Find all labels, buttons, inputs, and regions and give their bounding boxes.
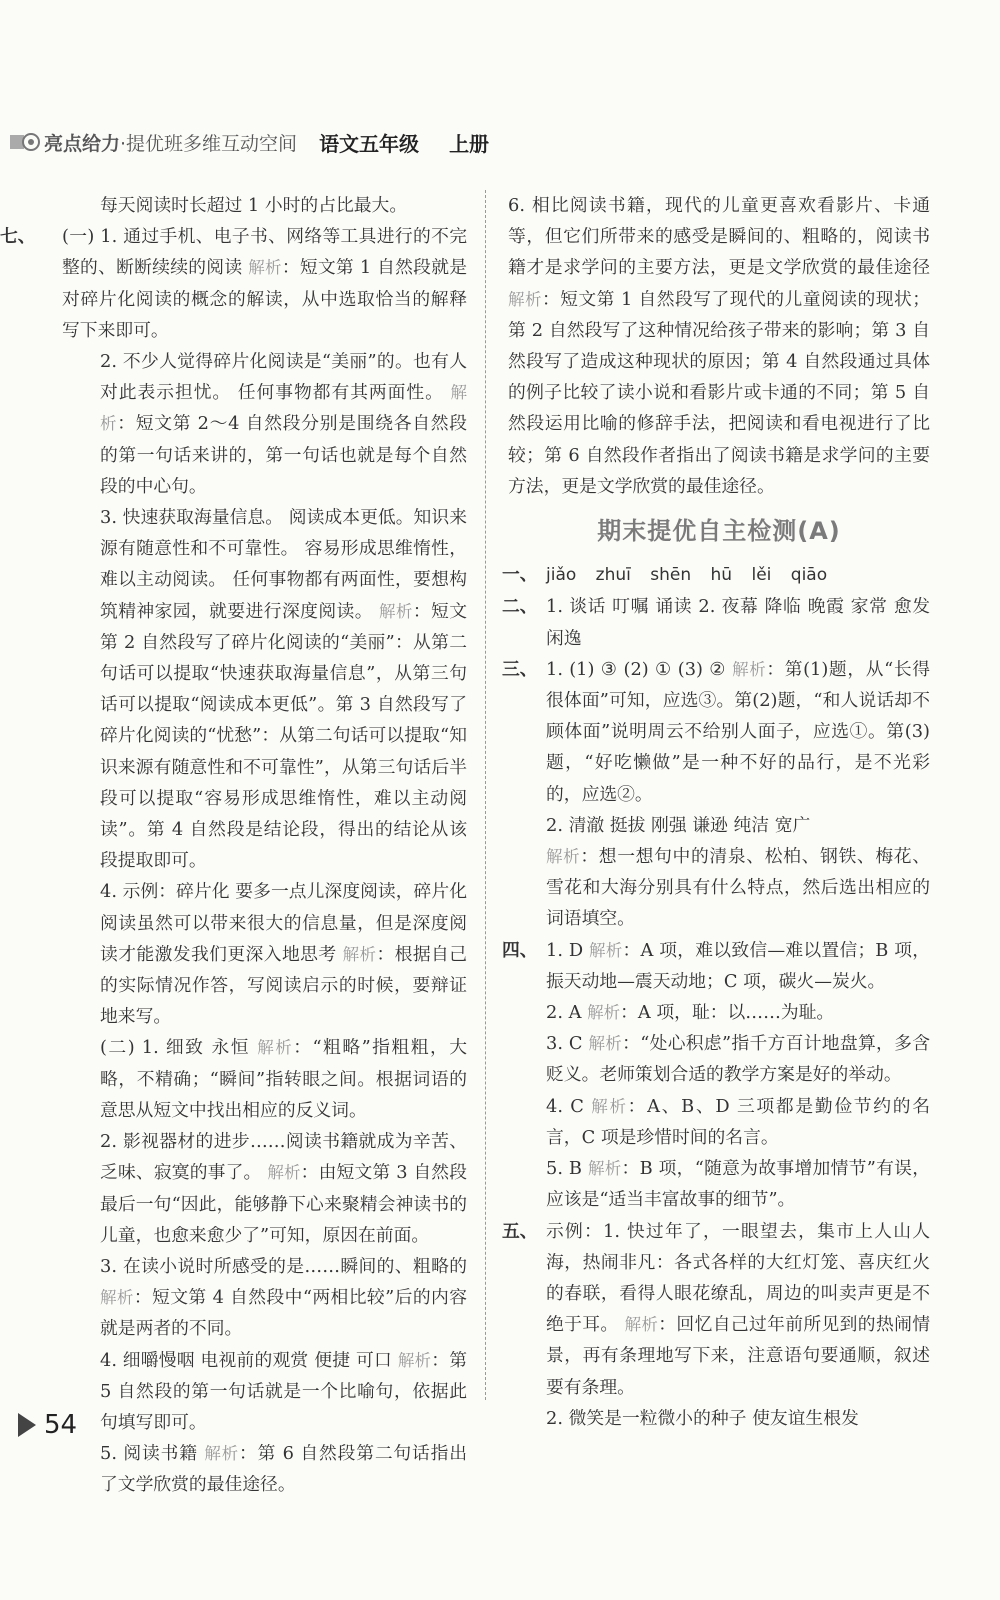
answer-text: 3. 快速获取海量信息。 阅读成本更低。知识来源有随意性和不可靠性。 容易形成思维惰性，难以主动阅读。 任何事物都有两面性，要想构筑精神家园，就要进行深度阅读。 [100,507,467,622]
analysis-label: 解析 [591,1096,628,1116]
analysis-text: ：B 项，“随意为故事增加情节”有误，应该是“适当丰富故事的细节”。 [546,1158,931,1211]
analysis-label: 解析 [100,1288,134,1308]
answer-text: 5. B [546,1158,582,1180]
answer-item [62,502,467,876]
answer-text: 3. 在读小说时所感受的是……瞬间的、粗略的 [100,1255,467,1277]
analysis-label: 解析 [624,1315,659,1335]
analysis-label: 解析 [546,847,581,867]
analysis-text: ：“粗略”指粗粗，大略，不精确；“瞬间”指转眼之间。根据词语的意思从短文中找出相应的反义词。 [100,1037,468,1121]
answer-item [62,1345,467,1439]
answer-item [502,935,931,997]
analysis-label: 解析 [342,944,377,964]
answer-text: 3. C [546,1033,583,1055]
answer-text: 4. 细嚼慢咽 电视前的观赏 便捷 可口 [100,1349,392,1371]
analysis-text: ：由短文第 3 自然段最后一句“因此，能够静下心来聚精会神读书的儿童，也愈来愈少了”可知，原因在前面。 [100,1162,467,1246]
analysis-text: ：根据自己的实际情况作答，写阅读启示的时候，要辩证地来写。 [100,943,467,1028]
analysis-label: 解析 [589,940,623,960]
answer-text: 2. A [546,1002,582,1024]
answer-item [508,1153,930,1215]
analysis-text: ：短文第 1 自然段就是对碎片化阅读的概念的解读，从中选取恰当的解释写下来即可。 [62,257,468,341]
answer-text: 2. 影视器材的进步……阅读书籍就成为辛苦、乏味、寂寞的事了。 [100,1131,467,1184]
analysis-label: 解析 [587,1003,621,1023]
analysis-label: 解析 [508,289,542,309]
section-title: 期末提优自主检测(A) [597,517,841,546]
analysis-text: ：第 6 自然段第二句话指出了文学欣赏的最佳途径。 [100,1443,468,1496]
analysis-text: ：A、B、D 三项都是勤俭节约的名言，C 项是珍惜时间的名言。 [546,1095,930,1148]
answer-item [508,1091,930,1153]
answer-item [62,876,467,1032]
page-number-text: 54 [44,1410,78,1440]
answer-text: jiǎo zhuī shēn hū lěi qiāo [546,565,828,586]
answer-item [508,1403,930,1434]
analysis-text: ：短文第 4 自然段中“两相比较”后的内容就是两者的不同。 [100,1287,467,1340]
answer-item [62,1032,467,1126]
answer-text: 2. 微笑是一粒微小的种子 使友谊生根发 [546,1407,859,1429]
answer-item [508,190,930,502]
analysis-text: ：“处心积虑”指千方百计地盘算，多含贬义。老师策划合适的教学方案是好的举动。 [546,1033,931,1086]
answer-text: 4. C [546,1095,584,1117]
answer-text: 2. 不少人觉得碎片化阅读是“美丽”的。也有人对此表示担忧。 任何事物都有其两面性。 [100,351,467,404]
analysis-text: ：想一想句中的清泉、松柏、钢铁、梅花、雪花和大海分别具有什么特点，然后选出相应的词语填空。 [546,846,930,930]
answer-item [508,997,930,1028]
analysis-text: ：回忆自己过年前所见到的热闹情景，再有条理地写下来，注意语句要通顺，叙述要有条理。 [546,1314,930,1398]
analysis-label: 解析 [267,1163,301,1183]
answer-text: (一) 1. 通过手机、电子书、网络等工具进行的不完整的、断断续续的阅读 [62,226,467,279]
right-column [502,190,931,1434]
answer-item [62,1438,467,1500]
answer-text: 1. 谈话 叮嘱 诵读 2. 夜幕 降临 晚霞 家常 愈发 闲逸 [546,596,930,649]
analysis-text: ：A 项，难以致信—难以置信；B 项，振天动地—震天动地；C 项，碳火—炭火。 [546,939,931,992]
analysis-label: 解析 [248,258,282,278]
answer-item [0,221,468,346]
question-number: 三、 [502,658,538,680]
analysis-label: 解析 [257,1038,294,1058]
answer-item [502,559,930,591]
analysis-label: 解析 [588,1034,623,1054]
series-name: 亮点给力 [44,132,121,155]
triangle-icon [18,1413,36,1437]
answer-item [508,1028,930,1090]
book-volume: 上册 [449,131,490,156]
answer-text: 1. (1) ③ (2) ① (3) ② [546,658,726,680]
answer-text: 1. D [546,939,584,961]
analysis-text: ：短文第 2～4 自然段分别是围绕各自然段的第一句话来讲的，第一句话也就是每个自然段的中心句。 [100,413,467,497]
analysis-text: ：短文第 1 自然段写了现代的儿童阅读的现状；第 2 自然段写了这种情况给孩子带来的影响；第 3 自然段写了造成这种现状的原因；第 4 自然段通过具体的例子比较了读小说和看影片或卡通的不同；第 5 自然段运用比喻的修辞手法，把阅读和看电视进行了比较；第 6 自然段作者指出了阅读书籍是求学问的主要方法，更是文学欣赏的最佳途径。 [508,288,930,497]
series-subtitle: ·提优班多维互动空间 [120,132,298,155]
analysis-label: 解析 [379,601,413,621]
analysis-text: ：A 项，耻：以……为耻。 [620,1002,835,1024]
answer-item [508,810,930,935]
answer-text: 6. 相比阅读书籍，现代的儿童更喜欢看影片、卡通等，但它们所带来的感受是瞬间的、粗略的，阅读书籍才是求学问的主要方法，更是文学欣赏的最佳途径 [508,195,930,279]
answer-item [502,1216,930,1403]
answer-text: 每天阅读时长超过 1 小时的占比最大。 [100,195,408,216]
answer-item [62,1251,467,1345]
book-grade: 语文五年级 [319,131,420,156]
answer-item [502,654,931,810]
answer-item [62,1126,467,1251]
analysis-label: 解析 [397,1350,432,1370]
analysis-text: ：短文第 2 自然段写了碎片化阅读的“美丽”：从第二句话可以提取“快速获取海量信息”，从第三句话可以提取“阅读成本更低”。第 3 自然段写了碎片化阅读的“忧愁”：从第二句话可以提取“知识来源有随意性和不可靠性”，从第三句话后半段可以提取“容易形成思维惰性，难以主动阅读”。第 4 自然段是结论段，得出的结论从该段提取即可。 [100,600,467,872]
question-number: 二、 [502,596,538,618]
answer-item [502,591,930,653]
answer-item [62,346,467,502]
analysis-text: ：第 5 自然段的第一句话就是一个比喻句，依据此句填写即可。 [100,1349,468,1433]
answer-text: 示例：1. 快过年了，一眼望去，集市上人山人海，热闹非凡：各式各样的大红灯笼、喜庆红火的春联，看得人眼花缭乱，周边的叫卖声更是不绝于耳。 [546,1220,930,1336]
column-divider [485,190,486,1400]
answer-text: 4. 示例：碎片化 要多一点儿深度阅读，碎片化阅读虽然可以带来很大的信息量，但是深度阅读才能激发我们更深入地思考 [100,881,467,965]
page-header [10,122,610,162]
analysis-label: 解析 [732,659,767,679]
answer-text: (二) 1. 细致 永恒 [100,1037,251,1059]
answer-text: 2. 清澈 挺拔 刚强 谦逊 纯洁 宽广 [546,814,811,836]
analysis-text: ：第(1)题，从“长得很体面”可知，应选③。第(2)题，“和人说话却不顾体面”说明周云不给别人面子，应选①。第(3)题，“好吃懒做”是一种不好的品行，是不光彩的，应选②。 [546,658,931,805]
analysis-label: 解析 [204,1444,239,1464]
question-number: 五、 [502,1220,538,1242]
analysis-label: 解析 [100,383,467,434]
answer-text: 5. 阅读书籍 [100,1443,198,1465]
question-number: 一、 [502,564,538,586]
analysis-label: 解析 [587,1159,622,1179]
logo-icon [10,131,40,153]
question-number: 四、 [502,939,538,961]
page-number [18,1405,77,1445]
answer-item [62,190,467,221]
question-number: 七、 [0,226,36,248]
